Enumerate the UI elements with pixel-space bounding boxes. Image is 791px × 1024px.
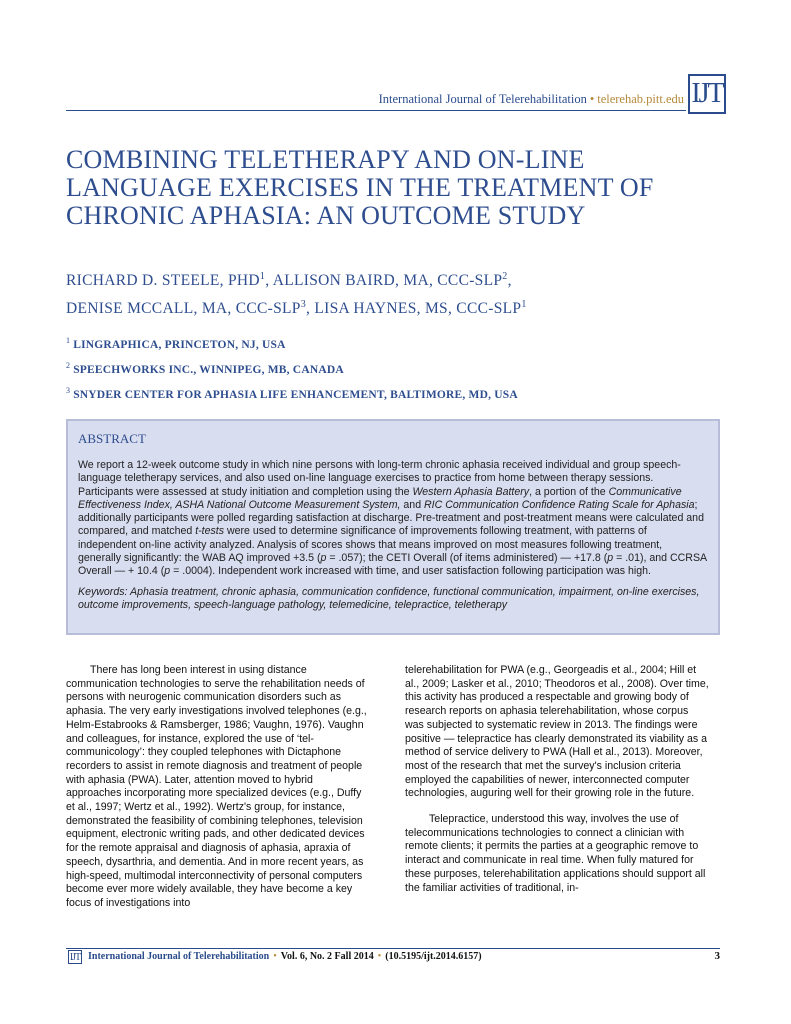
abstract-heading: ABSTRACT bbox=[78, 431, 146, 446]
affiliation-text: SNYDER CENTER FOR APHASIA LIFE ENHANCEMENT, BALTIMORE, MD, USA bbox=[73, 388, 518, 401]
header-separator: • bbox=[589, 92, 595, 106]
abstract-text-run: were used to determine significance of improvements following treatment, with patterns of independent on-line activity analyzed. Analysis of scores shows that means improved on most measures following treatment, generally significantly: the WAB AQ improved +3.5 ( bbox=[78, 525, 663, 565]
body-paragraph: Telepractice, understood this way, involves the use of telecommunications technologies to connect a clinician with remote clients; it permits the parties at a geographic remove to interact and communicate in real time. When fully matured for these purposes, telerehabilitation applications should support all the familiar activities of traditional, in- bbox=[405, 813, 706, 894]
running-header bbox=[300, 92, 684, 107]
affiliation-number: 2 bbox=[66, 361, 71, 370]
running-footer bbox=[88, 951, 482, 962]
affiliation bbox=[66, 386, 518, 401]
abstract-box bbox=[66, 419, 720, 635]
author-affiliation-marker: 1 bbox=[259, 271, 266, 282]
abstract-text-run: = .0004). Independent work increased with time, and user satisfaction following participation was high. bbox=[170, 565, 651, 578]
affiliation bbox=[66, 361, 344, 376]
footer-logo: IJT bbox=[69, 951, 81, 963]
abstract-text-run: We report a 12-week outcome study in which nine persons with long-term chronic aphasia received individual and group speech-language teletherapy services, and also used on-line language exercises to practice from home between therapy sessions. Participants were assessed at study initiation and completion using the bbox=[78, 459, 681, 498]
author-affiliation-marker: 1 bbox=[521, 299, 527, 311]
author-list bbox=[66, 265, 706, 321]
author-separator: , bbox=[507, 272, 512, 290]
affiliation-number: 3 bbox=[66, 386, 71, 395]
author-name: DENISE MCCALL, MA, CCC-SLP bbox=[66, 300, 301, 318]
header-site-link[interactable]: telerehab.pitt.edu bbox=[597, 92, 684, 106]
author-affiliation-marker: 3 bbox=[300, 299, 307, 311]
abstract-italic-run: Communicative Effectiveness Index, ASHA National Outcome Measurement System, bbox=[78, 485, 682, 511]
abstract-text-run: = .057); the CETI Overall (of items administered) — +17.8 ( bbox=[326, 552, 608, 565]
body-column-left bbox=[66, 664, 370, 911]
author-name: LISA HAYNES, MS, CCC-SLP bbox=[314, 300, 522, 318]
author-name: ALLISON BAIRD, MA, CCC-SLP bbox=[272, 272, 503, 290]
abstract-italic-run: Western Aphasia Battery bbox=[412, 485, 530, 498]
abstract-body bbox=[78, 459, 708, 579]
abstract-text-run: , a portion of the bbox=[529, 485, 609, 498]
body-column-right bbox=[405, 664, 709, 895]
affiliation-number: 1 bbox=[66, 336, 71, 345]
footer-doi-link[interactable]: (10.5195/ijt.2014.6157) bbox=[385, 951, 482, 962]
abstract-text-run: and bbox=[400, 498, 425, 511]
page-number: 3 bbox=[714, 950, 720, 962]
author-name: RICHARD D. STEELE, PHD bbox=[66, 272, 260, 290]
header-journal: International Journal of Telerehabilitation bbox=[378, 92, 587, 106]
body-paragraph: telerehabilitation for PWA (e.g., Georgeadis et al., 2004; Hill et al., 2009; Lasker et al., 2010; Theodoros et al., 2008). Over time, this activity has produced a respectable and growing body of research reports on aphasia telerehabilitation, whose corpus was subjected to systematic review in 2013. The findings were positive — telepractice has clearly demonstrated its viability as a method of service delivery to PWA (Hall et al., 2013). Moreover, most of the research that met the survey's inclusion criteria employed the capabilities of newer, interconnected computer technologies, auguring well for their growing role in the future. bbox=[405, 664, 709, 800]
affiliation-text: SPEECHWORKS INC., WINNIPEG, MB, CANADA bbox=[73, 363, 344, 376]
abstract-italic-run: p bbox=[320, 552, 327, 565]
article-title: COMBINING TELETHERAPY AND ON-LINE LANGUAGE EXERCISES IN THE TREATMENT OF CHRONIC APHASIA: AN OUTCOME STUDY bbox=[66, 145, 654, 230]
journal-logo: IJT bbox=[688, 74, 726, 114]
abstract-keywords: Keywords: Aphasia treatment, chronic aphasia, communication confidence, functional communication, impairment, on-line exercises, outcome improvements, speech-language pathology, telemedicine, telepractice, teletherapy bbox=[78, 585, 700, 611]
abstract-italic-run: p bbox=[164, 565, 171, 578]
abstract-text-run: = .01), and CCRSA Overall — + 10.4 ( bbox=[78, 552, 707, 578]
footer-separator: • bbox=[377, 951, 382, 962]
abstract-italic-run: p bbox=[607, 552, 614, 565]
affiliation-text: LINGRAPHICA, PRINCETON, NJ, USA bbox=[73, 338, 286, 351]
affiliation bbox=[66, 336, 286, 351]
abstract-italic-run: RIC Communication Confidence Rating Scale for Aphasia bbox=[424, 498, 695, 511]
abstract-italic-run: t-tests bbox=[195, 525, 225, 538]
abstract-text-run: ; additionally participants were polled regarding satisfaction at discharge. Pre-treatment and post-treatment means were calculated and compared, and matched bbox=[78, 498, 704, 538]
author-separator: , bbox=[265, 272, 273, 290]
footer-rule bbox=[66, 948, 720, 949]
footer-journal: International Journal of Telerehabilitation bbox=[88, 951, 270, 962]
author-affiliation-marker: 2 bbox=[502, 271, 508, 282]
footer-separator: • bbox=[273, 951, 277, 962]
body-paragraph: There has long been interest in using distance communication technologies to serve the rehabilitation needs of persons with neurogenic communication disorders such as aphasia. The very early investigations involved telephones (e.g., Helm-Estabrooks & Ramsberger, 1986; Vaughn, 1976). Vaughn and colleagues, for instance, explored the use of ‘tel-communicology’: they coupled telephones with Dictaphone recorders to assist in remote diagnosis and treatment of people with aphasia (PWA). Later, attention moved to hybrid approaches incorporating more specialized devices (e.g., Duffy et al., 1997; Wertz et al., 1992). Wertz's group, for instance, demonstrated the feasibility of combining telephones, television equipment, electronic writing pads, and other dedicated devices for the remote appraisal and diagnosis of aphasia, apraxia of speech, dysarthria, and dementia. And in more recent years, as high-speed, multimodal interconnectivity of personal computers become ever more widely available, they have become a key focus of investigations into bbox=[66, 664, 367, 909]
footer-volume: Vol. 6, No. 2 Fall 2014 bbox=[280, 951, 374, 962]
header-rule bbox=[66, 110, 686, 111]
author-separator: , bbox=[306, 300, 315, 318]
